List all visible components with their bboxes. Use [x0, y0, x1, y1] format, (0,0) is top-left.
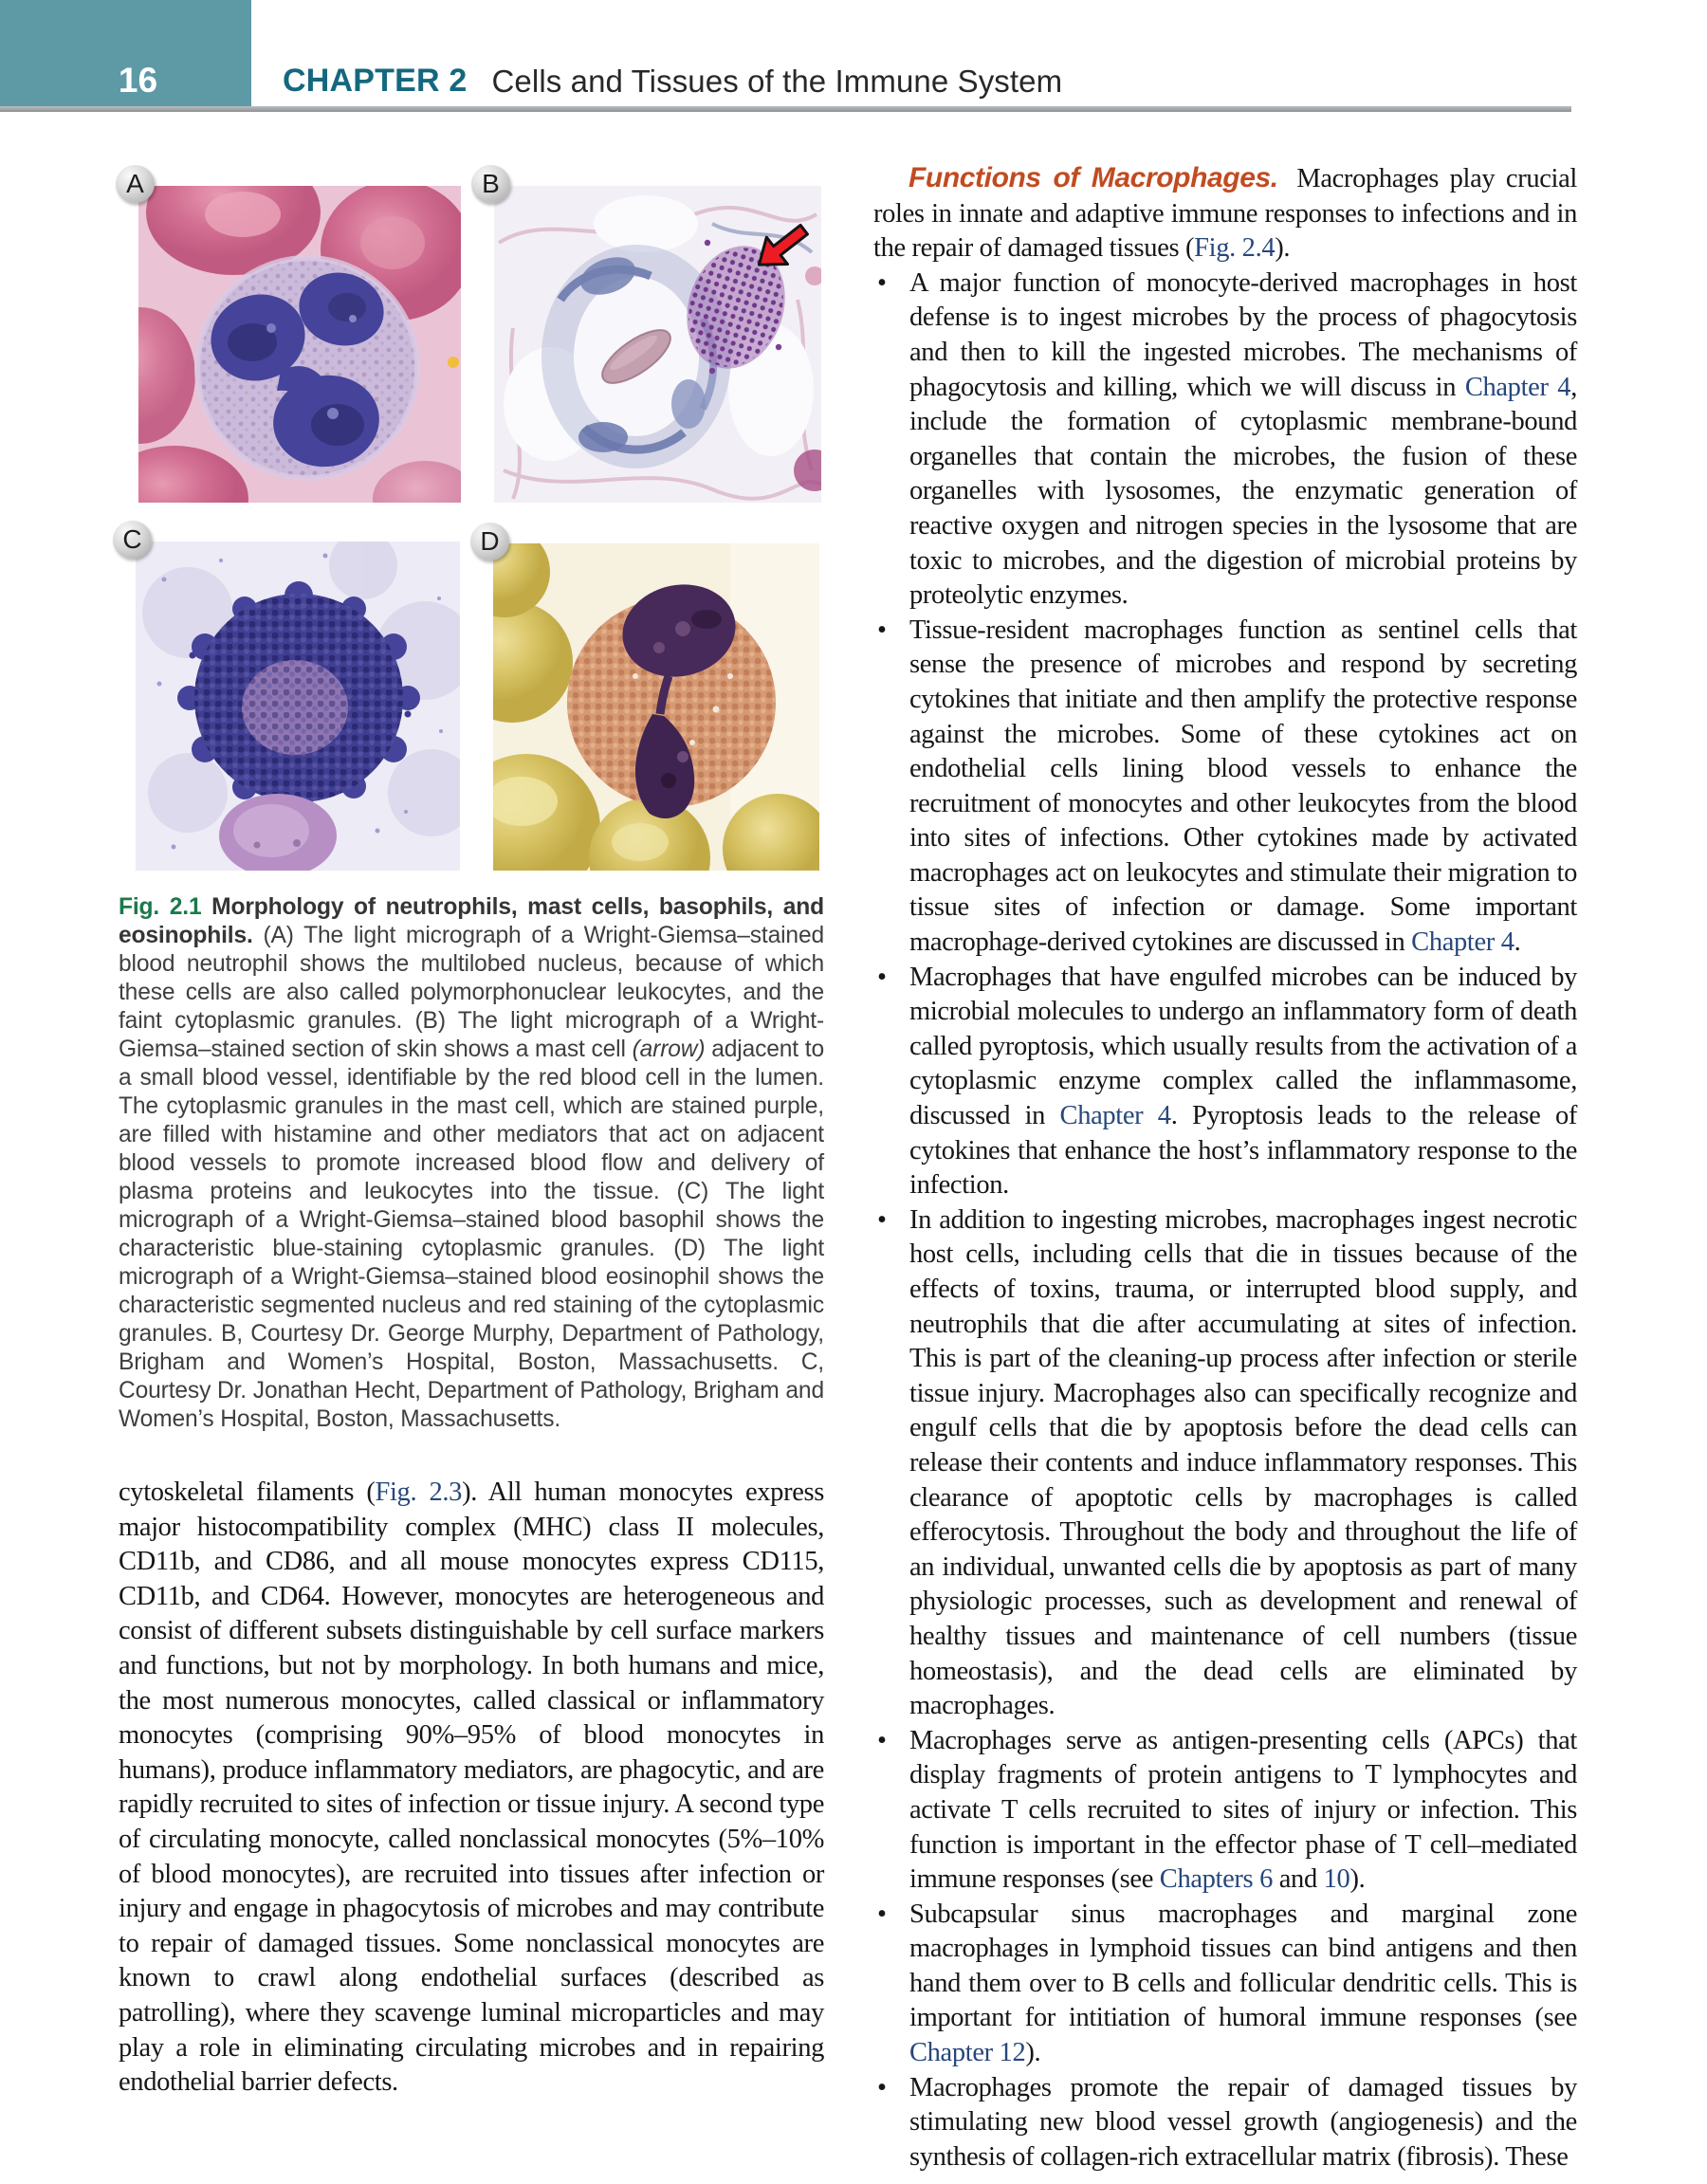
- bullet-marker: •: [877, 267, 887, 298]
- page-number-block: [0, 0, 251, 106]
- bullet-marker: •: [877, 615, 887, 645]
- text-run: adjacent to a small blood vessel, identifiable by the red blood cell in the lumen. The cytoplasmic granules in the mast cell, which are stained purple, are filled with histamine and other mediators that act on adjacent blood vessels to promote increased blood flow and delivery of plasma proteins and leukocytes into the tissue. (C) The light micrograph of a Wright-Giemsa–stained blood basophil shows the characteristic blue-staining cytoplasmic granules. (D) The light micrograph of a Wright-Giemsa–stained blood eosinophil shows the characteristic segmented nucleus and red staining of the cytoplasmic granules. B, Courtesy Dr. George Murphy, Department of Pathology, Brigham and Women’s Hospital, Boston, Massachusetts. C, Courtesy Dr. Jonathan Hecht, Department of Pathology, Brigham and Women’s Hospital, Boston, Massachusetts.: [119, 1037, 824, 1432]
- bullet-text: [909, 963, 1577, 1201]
- bullet-text: [909, 2073, 1577, 2172]
- bullet-text: [909, 615, 1577, 957]
- eosinophil-micrograph-art: [493, 543, 819, 871]
- bullet-marker: •: [877, 1204, 887, 1235]
- bullet-item: [873, 1898, 1577, 2071]
- micrograph-panel-a: [126, 169, 461, 503]
- text-run: Macrophages that have engulfed microbes can be induced by microbial molecules to undergo an inflammatory form of death called pyroptosis, which usually results from the activation of a cytoplasmic enzyme complex called the inflammasome, discussed in: [909, 962, 1577, 1131]
- bullet-marker: •: [877, 1725, 887, 1755]
- basophil-micrograph-art: [136, 541, 460, 871]
- panel-label-a: A: [116, 165, 155, 203]
- cross-reference-link[interactable]: 10: [1323, 1864, 1350, 1895]
- bullet-text: [909, 1726, 1577, 1894]
- text-run: (A) The light micrograph of a Wright-Giemsa–stained blood neutrophil shows the multilobed nucleus, because of which these cells are also called polymorphonuclear leukocytes, and the faint cytoplasmic granules. (B) The light micrograph of a Wright-Giemsa–stained section of skin shows a mast cell: [119, 923, 825, 1062]
- text-run: cytoskeletal filaments (: [119, 1477, 376, 1507]
- bullet-text: [909, 1900, 1577, 2067]
- text-run: Macrophages serve as antigen-presenting cells (APCs) that display fragments of protein antigens to T lymphocytes and activate T cells recruited to sites of injury or infection. This function is important in the effector phase of T cell–mediated immune responses (see: [909, 1725, 1577, 1895]
- page-number: 16: [118, 61, 158, 100]
- text-run: Tissue-resident macrophages function as sentinel cells that sense the presence of microbes and respond by secreting cytokines that initiate and then amplify the protective response against the microbes. Some of these cytokines act on endothelial cells lining blood vessels to enhance the recruitment of monocytes and other leukocytes from the blood into sites of infections. Other cytokines made by activated macrophages act on leukocytes and stimulate their migration to tissue sites of infection or damage. Some important macrophage-derived cytokines are discussed in: [909, 615, 1577, 958]
- cross-reference-link[interactable]: Fig. 2.4: [1194, 233, 1276, 264]
- bullet-item: [873, 1203, 1577, 1724]
- text-run: Macrophages play crucial roles in innate and adaptive immune responses to infections and in the repair of damaged tissues (: [873, 164, 1577, 264]
- bullet-marker: •: [877, 1899, 887, 1929]
- cross-reference-link[interactable]: Chapter 4: [1464, 372, 1571, 402]
- panel-label-b: B: [471, 165, 510, 203]
- panel-label-d: D: [470, 523, 509, 560]
- bullet-item: [873, 1724, 1577, 1898]
- text-run: and: [1272, 1864, 1324, 1895]
- neutrophil-cell: [197, 258, 417, 478]
- bullet-text: [909, 268, 1577, 610]
- text-run: ).: [1025, 2038, 1041, 2068]
- bullet-item: [873, 266, 1577, 614]
- text-run: ).: [1275, 233, 1291, 264]
- italic-text: (arrow): [632, 1037, 706, 1062]
- cross-reference-link[interactable]: Chapters 6: [1159, 1864, 1273, 1895]
- chapter-heading: [283, 0, 1062, 106]
- neutrophil-micrograph-art: [138, 186, 461, 503]
- figure-caption: [119, 893, 824, 1434]
- figure-number: Fig. 2.1: [119, 894, 202, 920]
- text-run: ). All human monocytes express major histocompatibility complex (MHC) class II molecules, CD11b, and CD86, and all mouse monocytes express CD115, CD11b, and CD64. However, monocytes are heterogeneous and consist of different subsets distinguishable by cell surface markers and functions, but not by morphology. In both humans and mice, the most numerous monocytes, called classical or inflammatory monocytes (comprising 90%–95% of blood monocytes in humans), produce inflammatory mediators, are phagocytic, and are rapidly recruited to sites of infection or tissue injury. A second type of circulating monocyte, called nonclassical monocytes (5%–10% of blood monocytes), are recruited into tissues after infection or injury and engage in phagocytosis of microbes and may contribute to repair of damaged tissues. Some nonclassical monocytes are known to crawl along endothelial surfaces (described as patrolling), where they scavenge luminal microparticles and may play a role in eliminating circulating microbes and in repairing endothelial barrier defects.: [119, 1477, 825, 2098]
- right-column: [873, 161, 1577, 2175]
- bullet-marker: •: [877, 962, 887, 992]
- micrograph-panel-c: [122, 524, 460, 871]
- bullet-text: [909, 1205, 1577, 1720]
- bullet-item: [873, 961, 1577, 1203]
- header-rule: [0, 106, 1571, 112]
- stain-speck: [448, 357, 459, 368]
- text-run: A major function of monocyte-derived macrophages in host defense is to ingest microbes by the process of phagocytosis and then to kill the ingested microbes. The mechanisms of phagocytosis and killing, which we will discuss in: [909, 267, 1577, 402]
- caption-body: [119, 923, 824, 1432]
- panel-label-c: C: [113, 521, 152, 559]
- text-run: Macrophages promote the repair of damaged tissues by stimulating new blood vessel growth (angiogenesis) and the synthesis of collagen-rich extracellular matrix (fibrosis). These: [909, 2072, 1577, 2172]
- paragraph-text: [119, 1477, 824, 2097]
- chapter-label: CHAPTER 2: [283, 63, 468, 99]
- caption-title: Morphology of neutrophils, mast cells, basophils, and eosinophils.: [119, 894, 824, 948]
- cross-reference-link[interactable]: Fig. 2.3: [375, 1477, 463, 1507]
- section-heading: Functions of Macrophages.: [909, 162, 1278, 193]
- cross-reference-link[interactable]: Chapter 4: [1059, 1101, 1171, 1131]
- mast-cell-micrograph-art: [494, 186, 821, 503]
- text-run: , include the formation of cytoplasmic membrane-bound organelles that contain the microbes, the fusion of these organelles with lysosomes, the enzymatic generation of reactive oxygen and nitrogen species in the lysosome that are toxic to microbes, and the digestion of microbial proteins by proteolytic enzymes.: [909, 372, 1577, 611]
- text-run: Subcapsular sinus macrophages and marginal zone macrophages in lymphoid tissues can bind antigens and then hand them over to B cells and follicular dendritic cells. This is important for intitiation of humoral immune responses (see: [909, 1899, 1577, 2033]
- left-column-paragraph: [119, 1476, 824, 2101]
- macrophage-functions-intro: [873, 161, 1577, 266]
- text-run: ).: [1349, 1864, 1366, 1895]
- bullet-item: [873, 614, 1577, 961]
- text-run: . Pyroptosis leads to the release of cytokines that enhance the host’s inflammatory response to the infection.: [909, 1101, 1577, 1201]
- micrograph-panel-d: [480, 526, 819, 871]
- text-run: .: [1514, 927, 1521, 958]
- bullet-marker: •: [877, 2072, 887, 2102]
- cross-reference-link[interactable]: Chapter 4: [1411, 927, 1514, 958]
- cross-reference-link[interactable]: Chapter 12: [909, 2038, 1026, 2068]
- macrophage-functions-list: [873, 266, 1577, 2175]
- bullet-item: [873, 2071, 1577, 2175]
- text-run: In addition to ingesting microbes, macrophages ingest necrotic host cells, including cells that die in tissues because of the effects of toxins, trauma, or interrupted blood supply, and neutrophils that die after accumulating at sites of infection. This is part of the cleaning-up process after infection or sterile tissue injury. Macrophages also can specifically recognize and engulf cells that die by apoptosis before the dead cells can release their contents and induce inflammatory responses. This clearance of apoptotic cells by macrophages is called efferocytosis. Throughout the body and throughout the life of an individual, unwanted cells die by apoptosis as part of many physiologic processes, such as development and renewal of healthy tissues and maintenance of cell numbers (tissue homeostasis), and the dead cells are eliminated by macrophages.: [909, 1204, 1577, 1721]
- micrograph-panel-b: [482, 169, 821, 503]
- chapter-title: Cells and Tissues of the Immune System: [491, 64, 1063, 99]
